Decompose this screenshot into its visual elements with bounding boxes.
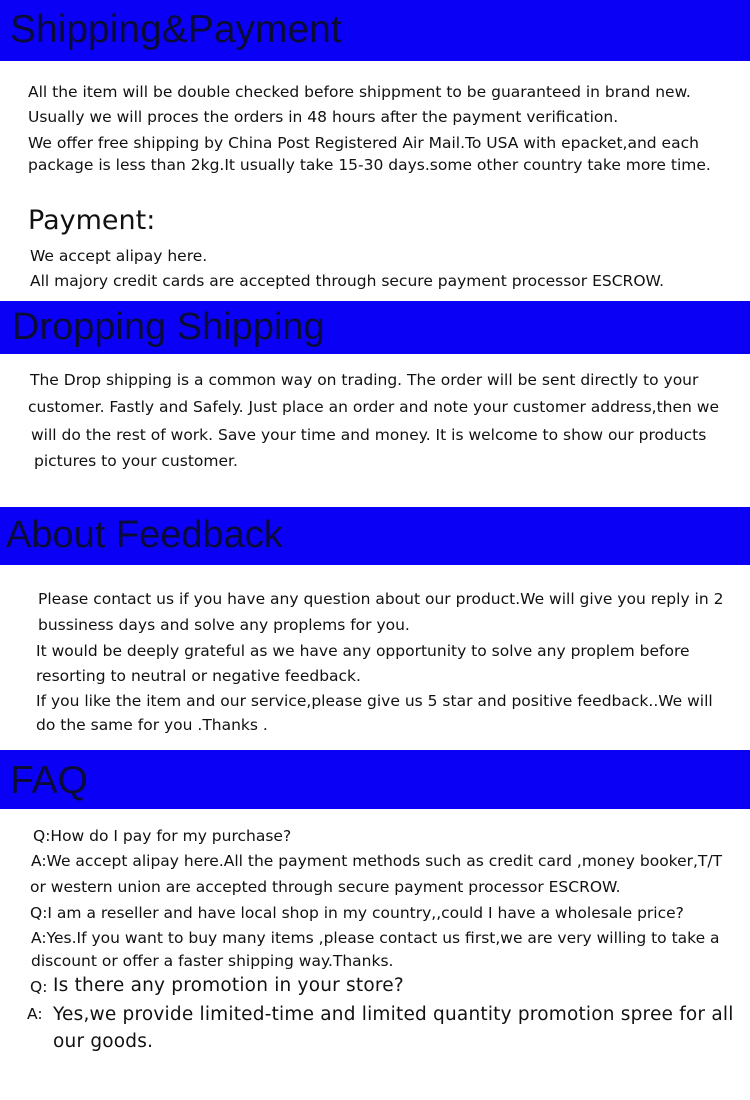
faq-a3-label: A:	[27, 1005, 43, 1023]
shipping-title: Shipping&Payment	[10, 8, 342, 51]
dropping-banner	[0, 301, 750, 354]
faq-a3-line-2: our goods.	[53, 1031, 154, 1052]
dropping-line-3: will do the rest of work. Save your time and money. It is welcome to show our products	[31, 426, 707, 444]
faq-line-5: A:Yes.If you want to buy many items ,please contact us first,we are very willing to take a	[31, 929, 720, 947]
shipping-line-4: package is less than 2kg.It usually take 15-30 days.some other country take more time.	[28, 156, 711, 174]
faq-title: FAQ	[10, 759, 89, 802]
faq-line-2: A:We accept alipay here.All the payment methods such as credit card ,money booker,T/T	[31, 852, 723, 870]
payment-heading: Payment:	[28, 205, 156, 236]
faq-q3-label: Q:	[30, 978, 48, 996]
faq-line-3: or western union are accepted through secure payment processor ESCROW.	[30, 878, 621, 896]
faq-a3-line-1: Yes,we provide limited-time and limited quantity promotion spree for all	[53, 1004, 734, 1025]
shipping-line-1: All the item will be double checked before shippment to be guaranteed in brand new.	[28, 83, 691, 101]
dropping-title: Dropping Shipping	[12, 306, 325, 348]
faq-q3-text: Is there any promotion in your store?	[53, 975, 404, 996]
feedback-banner	[0, 507, 750, 565]
dropping-line-2: customer. Fastly and Safely. Just place an order and note your customer address,then we	[28, 398, 719, 416]
dropping-line-1: The Drop shipping is a common way on trading. The order will be sent directly to your	[30, 371, 699, 389]
payment-line-2: All majory credit cards are accepted through secure payment processor ESCROW.	[30, 272, 664, 290]
shipping-line-2: Usually we will proces the orders in 48 hours after the payment verification.	[28, 108, 619, 126]
faq-line-1: Q:How do I pay for my purchase?	[33, 827, 292, 845]
faq-banner	[0, 750, 750, 809]
shipping-banner	[0, 0, 750, 61]
faq-line-6: discount or offer a faster shipping way.Thanks.	[31, 952, 394, 970]
feedback-line-4: resorting to neutral or negative feedback.	[36, 667, 361, 685]
faq-line-4: Q:I am a reseller and have local shop in my country,,could I have a wholesale price?	[30, 904, 684, 922]
feedback-line-3: It would be deeply grateful as we have any opportunity to solve any proplem before	[36, 642, 690, 660]
dropping-line-4: pictures to your customer.	[34, 452, 238, 470]
shipping-line-3: We offer free shipping by China Post Registered Air Mail.To USA with epacket,and each	[28, 134, 699, 152]
payment-line-1: We accept alipay here.	[30, 247, 208, 265]
feedback-line-1: Please contact us if you have any question about our product.We will give you reply in 2	[38, 590, 724, 608]
feedback-line-2: bussiness days and solve any proplems for you.	[38, 616, 410, 634]
feedback-line-5: If you like the item and our service,please give us 5 star and positive feedback..We will	[36, 692, 713, 710]
feedback-line-6: do the same for you .Thanks .	[36, 716, 268, 734]
feedback-title: About Feedback	[6, 514, 283, 556]
